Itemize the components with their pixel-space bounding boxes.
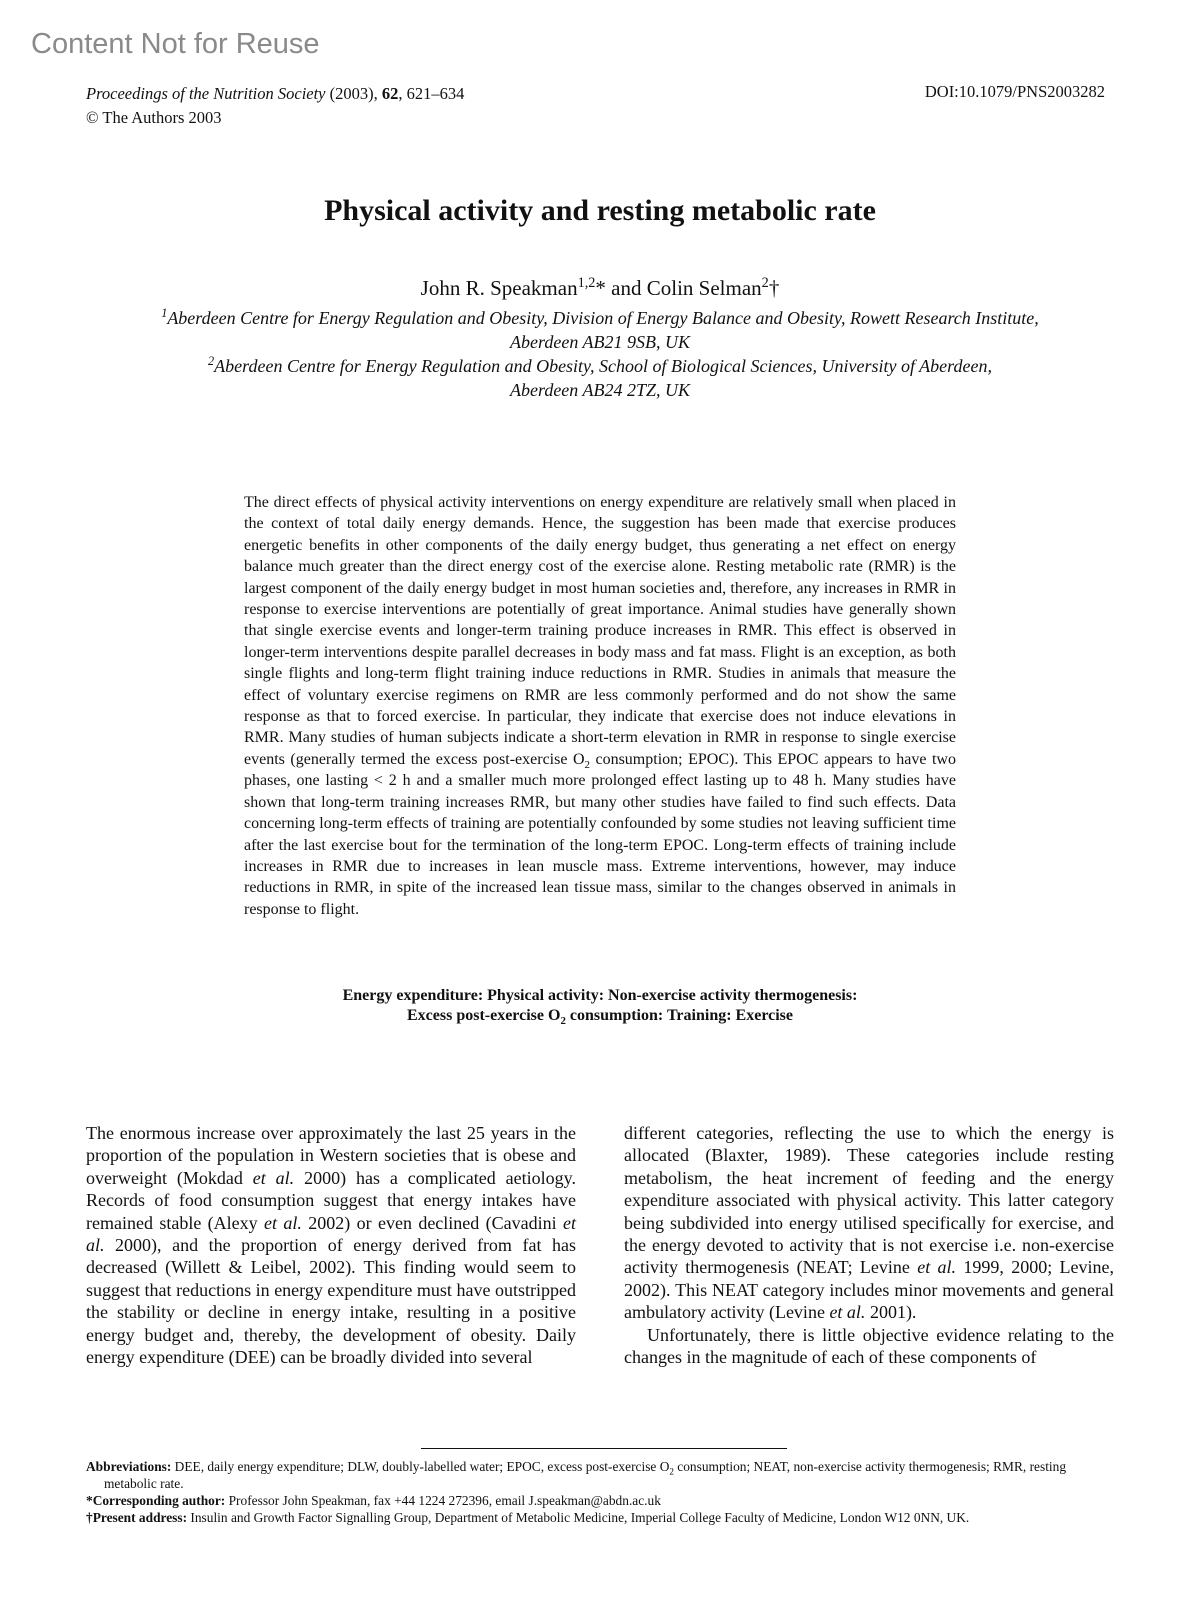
citation-et-al: et al. xyxy=(264,1212,302,1233)
footnote-present-address xyxy=(86,1509,1114,1526)
watermark: Content Not for Reuse xyxy=(31,28,320,60)
footnote-text: consumption; NEAT, non-exercise activity thermogenesis; RMR, resting metabolic rate. xyxy=(104,1459,1067,1491)
footnote-abbreviations xyxy=(86,1458,1114,1492)
subscript: 2 xyxy=(560,1015,566,1028)
body-text: different categories, reflecting the use to which the energy is allocated (Blaxter, 1989). These categories include resting metabolism, the heat increment of feeding and the energy expenditure associated with physical activity. This latter category being subdivided into energy utilised specifically for exercise, and the energy devoted to activity that is not exercise i.e. non-exercise activity thermogenesis (NEAT; Levine xyxy=(624,1123,1114,1278)
author-2-affil-marks: 2 xyxy=(761,275,769,291)
affiliation-1 xyxy=(70,306,1130,330)
footnote-label: †Present address: xyxy=(86,1510,188,1525)
body-paragraph: Unfortunately, there is little objective evidence relating to the changes in the magnitude of each of these components of xyxy=(624,1324,1114,1368)
body-column-right xyxy=(624,1122,1114,1368)
keywords-text: Excess post-exercise O xyxy=(406,1007,561,1024)
affiliation-2-address: Aberdeen AB24 2TZ, UK xyxy=(510,380,690,400)
journal-year: (2003), xyxy=(325,84,382,103)
footnotes xyxy=(86,1458,1114,1526)
body-text: 2001). xyxy=(865,1302,917,1323)
footnote-label: Abbreviations: xyxy=(86,1459,172,1474)
author-conjunction: and xyxy=(605,276,647,300)
abstract-text: The direct effects of physical activity interventions on energy expenditure are relatively small when placed in the context of total daily energy demands. Hence, the suggestion has been made that exercise produces energetic benefits in other components of the daily energy budget, thus generating a net effect on energy balance much greater than the direct energy cost of the exercise alone. Resting metabolic rate (RMR) is the largest component of the daily energy budget in most human societies and, therefore, any increases in RMR in response to exercise interventions are potentially of great importance. Animal studies have generally shown that single exercise events and longer-term training produce increases in RMR. This effect is observed in longer-term interventions despite parallel decreases in body mass and fat mass. Flight is an exception, as both single flights and long-term flight training induce reductions in RMR. Studies in animals that measure the effect of voluntary exercise regimens on RMR are less commonly performed and do not show the same response as that to forced exercise. In particular, they indicate that exercise does not induce elevations in RMR. Many studies of human subjects indicate a short-term elevation in RMR in response to single exercise events (generally termed the excess post-exercise O xyxy=(244,494,956,768)
affiliation-number: 2 xyxy=(208,354,215,368)
article-title: Physical activity and resting metabolic rate xyxy=(324,194,876,227)
footnote-text: Insulin and Growth Factor Signalling Group, Department of Metabolic Medicine, Imperial College Faculty of Medicine, London W12 0NN, UK. xyxy=(187,1510,970,1525)
copyright: © The Authors 2003 xyxy=(86,108,222,127)
body-text: 2000), and the proportion of energy derived from fat has decreased (Willett & Leibel, 2002). This finding would seem to suggest that reductions in energy expenditure must have outstripped the stability or decline in energy intake, resulting in a positive energy budget and, thereby, the development of obesity. Daily energy expenditure (DEE) can be broadly divided into several xyxy=(86,1235,576,1368)
keywords xyxy=(244,986,956,1026)
footnote-label: *Corresponding author: xyxy=(86,1493,226,1508)
subscript: 2 xyxy=(669,1466,674,1477)
journal-name: Proceedings of the Nutrition Society xyxy=(86,84,326,103)
journal-citation xyxy=(86,82,464,130)
author-1-symbol: * xyxy=(595,276,606,300)
affiliation-1-address: Aberdeen AB21 9SB, UK xyxy=(510,332,690,352)
subscript: 2 xyxy=(584,759,590,772)
citation-et-al: et al. xyxy=(86,1212,576,1256)
author-2: Colin Selman xyxy=(646,276,762,300)
abstract-text: consumption; EPOC). This EPOC appears to have two phases, one lasting < 2 h and a smaller much more prolonged effect lasting up to 48 h. Many studies have shown that long-term training increases RMR, but many other studies have failed to find such effects. Data concerning long-term effects of training are potentially confounded by some studies not leaving sufficient time after the last exercise bout for the termination of the long-term EPOC. Long-term effects of training include increases in RMR due to increases in lean muscle mass. Extreme interventions, however, may induce reductions in RMR, in spite of the increased lean tissue mass, similar to the changes observed in animals in response to flight. xyxy=(244,750,956,918)
body-column-left xyxy=(86,1122,576,1368)
citation-et-al: et al. xyxy=(252,1167,295,1188)
citation-et-al: et al. xyxy=(829,1302,866,1323)
body-paragraph xyxy=(624,1122,1114,1324)
footnote-text: DEE, daily energy expenditure; DLW, doubly-labelled water; EPOC, excess post-exercise O xyxy=(171,1459,670,1474)
body-paragraph xyxy=(86,1122,576,1368)
footnote-text: Professor John Speakman, fax +44 1224 272396, email J.speakman@abdn.ac.uk xyxy=(225,1493,661,1508)
author-1: John R. Speakman xyxy=(420,276,578,300)
author-line xyxy=(0,276,1200,301)
keywords-line-1: Energy expenditure: Physical activity: Non-exercise activity thermogenesis: xyxy=(342,987,858,1004)
footnote-rule xyxy=(421,1448,787,1449)
affiliation-2 xyxy=(70,354,1130,378)
body-text: 1999, 2000; Levine, 2002). This NEAT category includes minor movements and general ambulatory activity (Levine xyxy=(624,1257,1114,1323)
author-2-symbol: † xyxy=(768,276,780,300)
author-1-affil-marks: 1,2 xyxy=(577,275,596,291)
affiliation-text: Aberdeen Centre for Energy Regulation and Obesity, School of Biological Sciences, University of Aberdeen, xyxy=(214,356,992,376)
footnote-corresponding xyxy=(86,1492,1114,1509)
journal-volume: 62 xyxy=(381,84,399,103)
affiliations xyxy=(70,306,1130,402)
journal-pages: , 621–634 xyxy=(398,84,465,103)
journal-line xyxy=(86,82,464,106)
affiliation-text: Aberdeen Centre for Energy Regulation and Obesity, Division of Energy Balance and Obesity, Rowett Research Institute, xyxy=(167,308,1039,328)
keywords-text: consumption: Training: Exercise xyxy=(565,1007,793,1024)
abstract xyxy=(244,492,956,920)
body-text: 2002) or even declined (Cavadini xyxy=(301,1212,563,1233)
doi: DOI:10.1079/PNS2003282 xyxy=(924,82,1105,101)
body-text: The enormous increase over approximately the last 25 years in the proportion of the population in Western societies that is obese and overweight (Mokdad xyxy=(86,1123,576,1188)
affiliation-number: 1 xyxy=(161,306,168,320)
citation-et-al: et al. xyxy=(917,1257,957,1278)
keywords-line-2 xyxy=(244,1006,956,1026)
body-text: 2000) has a complicated aetiology. Records of food consumption suggest that energy intakes have remained stable (Alexy xyxy=(86,1167,576,1233)
